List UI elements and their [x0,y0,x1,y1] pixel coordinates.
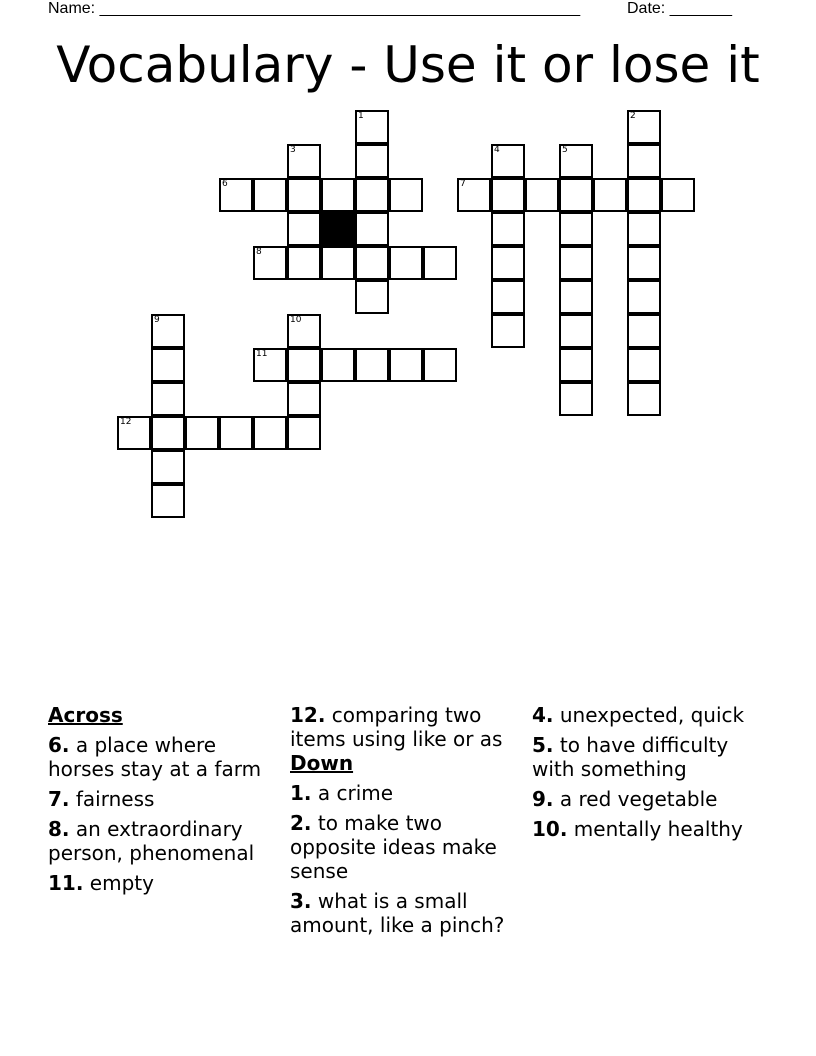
clue-text: mentally healthy [573,817,743,841]
cell-number: 5 [562,145,568,155]
clue-text: an extraordinary person, phenomenal [48,817,255,865]
grid-cell[interactable] [627,314,661,348]
grid-block [321,212,355,246]
grid-cell[interactable] [355,246,389,280]
grid-cell[interactable] [151,450,185,484]
grid-cell[interactable] [389,348,423,382]
grid-cell[interactable] [151,416,185,450]
clue-down-9 [532,787,772,811]
clue-column-2 [290,703,530,937]
clue-across-11 [48,871,284,895]
clue-text: to make two opposite ideas make sense [290,811,497,883]
grid-cell[interactable] [627,110,661,144]
grid-cell[interactable] [321,348,355,382]
grid-cell[interactable] [151,348,185,382]
grid-cell[interactable] [287,416,321,450]
grid-cell[interactable] [185,416,219,450]
clue-text: a crime [317,781,394,805]
grid-cell[interactable] [321,178,355,212]
across-heading: Across [48,703,123,727]
grid-cell[interactable] [559,314,593,348]
grid-cell[interactable] [457,178,491,212]
grid-cell[interactable] [491,144,525,178]
grid-cell[interactable] [219,178,253,212]
grid-cell[interactable] [559,348,593,382]
grid-cell[interactable] [627,348,661,382]
grid-cell[interactable] [627,280,661,314]
page-title: Vocabulary - Use it or lose it [56,36,760,94]
grid-cell[interactable] [219,416,253,450]
clue-text: comparing two items using like or as [290,703,503,751]
grid-cell[interactable] [287,178,321,212]
date-field[interactable]: Date: _______ [627,0,732,17]
clue-down-2 [290,811,530,883]
cell-number: 7 [460,179,466,189]
cell-number: 1 [358,111,364,121]
grid-cell[interactable] [627,144,661,178]
clue-number: 12. [290,703,326,727]
grid-cell[interactable] [559,212,593,246]
grid-cell[interactable] [559,382,593,416]
clue-text: unexpected, quick [559,703,745,727]
grid-cell[interactable] [287,144,321,178]
clue-number: 10. [532,817,568,841]
clue-number: 9. [532,787,554,811]
clue-number: 2. [290,811,312,835]
grid-cell[interactable] [287,246,321,280]
grid-cell[interactable] [321,246,355,280]
grid-cell[interactable] [423,246,457,280]
grid-cell[interactable] [389,178,423,212]
grid-cell[interactable] [151,314,185,348]
clue-down-10 [532,817,772,841]
grid-cell[interactable] [491,246,525,280]
grid-cell[interactable] [559,144,593,178]
cell-number: 11 [256,349,268,359]
grid-cell[interactable] [355,348,389,382]
grid-cell[interactable] [253,348,287,382]
cell-number: 8 [256,247,262,257]
clue-down-3 [290,889,530,937]
clue-column-3 [532,703,772,841]
grid-cell[interactable] [627,212,661,246]
cell-number: 3 [290,145,296,155]
clue-text: to have difficulty with something [532,733,729,781]
grid-cell[interactable] [117,416,151,450]
clue-down-1 [290,781,530,805]
clue-text: a place where horses stay at a farm [48,733,262,781]
clue-number: 7. [48,787,70,811]
grid-cell[interactable] [661,178,695,212]
grid-cell[interactable] [355,178,389,212]
clue-number: 8. [48,817,70,841]
clue-number: 5. [532,733,554,757]
grid-cell[interactable] [491,212,525,246]
grid-cell[interactable] [287,212,321,246]
clue-down-4 [532,703,772,727]
grid-cell[interactable] [355,212,389,246]
grid-cell[interactable] [253,416,287,450]
grid-cell[interactable] [389,246,423,280]
cell-number: 2 [630,111,636,121]
grid-cell[interactable] [287,314,321,348]
grid-cell[interactable] [491,314,525,348]
grid-cell[interactable] [491,178,525,212]
clue-number: 1. [290,781,312,805]
grid-cell[interactable] [627,382,661,416]
grid-cell[interactable] [253,246,287,280]
clue-text: a red vegetable [559,787,718,811]
clue-number: 6. [48,733,70,757]
grid-cell[interactable] [355,144,389,178]
grid-cell[interactable] [287,348,321,382]
clue-number: 11. [48,871,84,895]
grid-cell[interactable] [151,382,185,416]
name-field[interactable]: Name: ______________________________________________________ [48,0,581,17]
grid-cell[interactable] [253,178,287,212]
clue-across-12 [290,703,530,751]
clue-across-6 [48,733,284,781]
cell-number: 12 [120,417,132,427]
grid-cell[interactable] [593,178,627,212]
grid-cell[interactable] [525,178,559,212]
grid-cell[interactable] [627,178,661,212]
clue-text: fairness [75,787,155,811]
grid-cell[interactable] [627,246,661,280]
grid-cell[interactable] [355,280,389,314]
cell-number: 9 [154,315,160,325]
grid-cell[interactable] [559,246,593,280]
clue-across-8 [48,817,284,865]
cell-number: 4 [494,145,500,155]
clue-text: empty [89,871,154,895]
clue-across-7 [48,787,284,811]
clue-number: 4. [532,703,554,727]
cell-number: 10 [290,315,302,325]
clue-text: what is a small amount, like a pinch? [290,889,505,937]
grid-cell[interactable] [151,484,185,518]
clue-down-5 [532,733,772,781]
grid-cell[interactable] [355,110,389,144]
cell-number: 6 [222,179,228,189]
clue-number: 3. [290,889,312,913]
grid-cell[interactable] [559,280,593,314]
grid-cell[interactable] [287,382,321,416]
grid-cell[interactable] [559,178,593,212]
down-heading: Down [290,751,354,775]
clue-column-1 [48,703,284,895]
grid-cell[interactable] [491,280,525,314]
grid-cell[interactable] [423,348,457,382]
